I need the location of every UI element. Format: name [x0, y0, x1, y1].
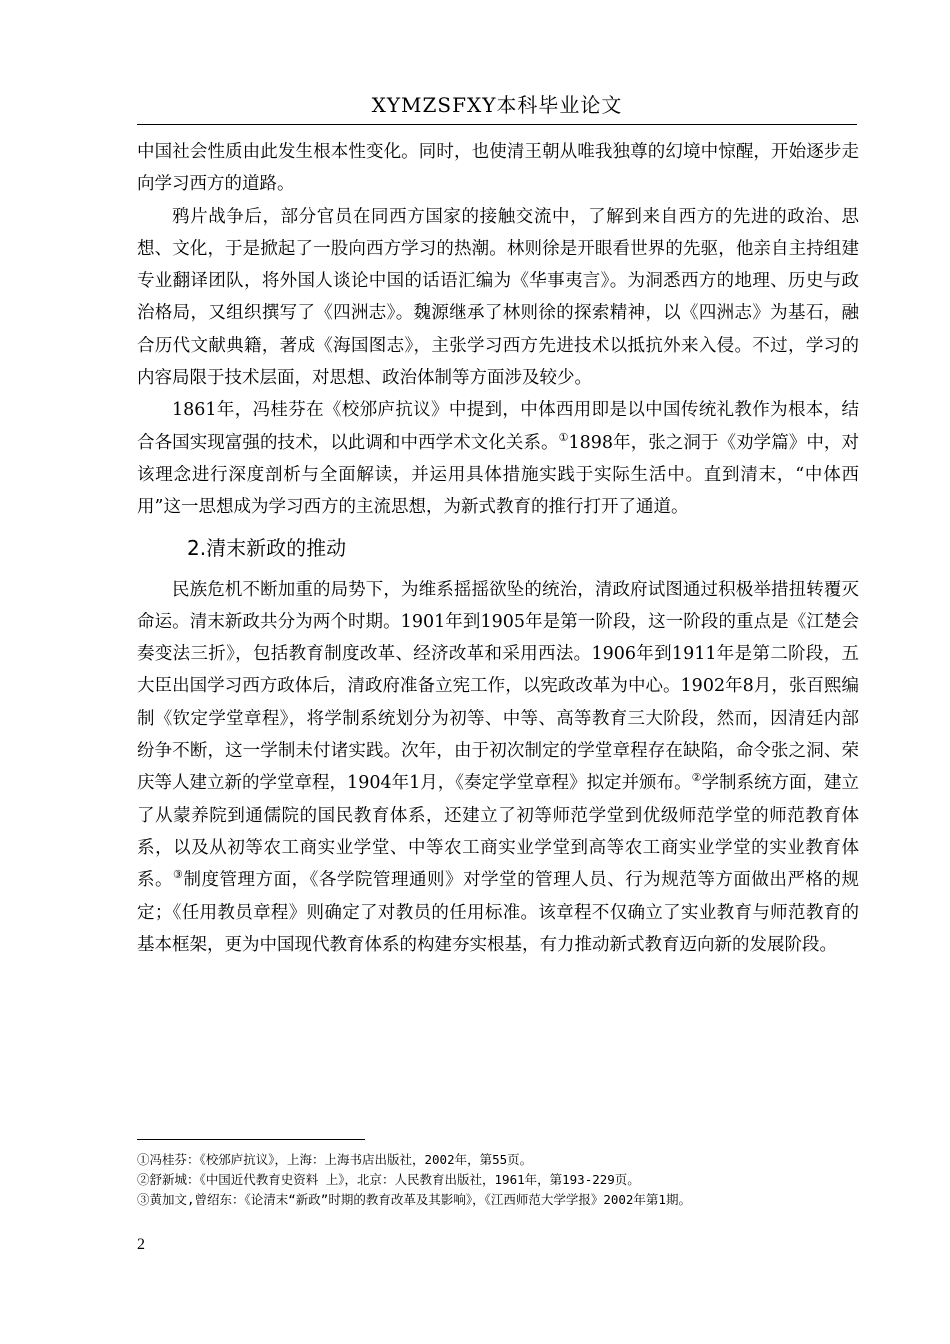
footnote-ref-2[interactable]: ②	[691, 771, 702, 785]
footnote-2: ②舒新城：《中国近代教育史资料 上》，北京：人民教育出版社，1961年，第193-229页。	[137, 1172, 640, 1187]
footnote-3: ③黄加文,曾绍东：《论清末“新政”时期的教育改革及其影响》，《江西师范大学学报》2002年第1期。	[137, 1192, 691, 1207]
page-header: XYMZSFXY本科毕业论文	[371, 93, 623, 117]
footnote-divider	[137, 1139, 365, 1140]
footnote-ref-1[interactable]: ①	[558, 430, 569, 444]
paragraph-zhongti-xiyong	[137, 394, 859, 523]
paragraph-text: 制度管理方面，《各学院管理通则》对学堂的管理人员、行为规范等方面做出严格的规定；《任用教员章程》则确定了对教员的任用标准。该章程不仅确立了实业教育与师范教育的基本框架，更为中国现代教育体系的构建夯实根基，有力推动新式教育迈向新的发展阶段。	[137, 870, 859, 955]
footnote-1: ①冯桂芬：《校邠庐抗议》，上海：上海书店出版社，2002年，第55页。	[137, 1152, 533, 1167]
paragraph-text: 1898年，张之洞于《劝学篇》中，对该理念进行深度剖析与全面解读，并运用具体措施实践于实际生活中。直到清末，“中体西用”这一思想成为学习西方的主流思想，为新式教育的推行打开了通道。	[137, 432, 859, 518]
header-divider	[137, 124, 857, 125]
paragraph-text: 1861年，冯桂芬在《校邠庐抗议》中提到，中体西用即是以中国传统礼教作为根本，结合各国实现富强的技术，以此调和中西学术文化关系。	[137, 400, 859, 453]
paragraph-text: 民族危机不断加重的局势下，为维系摇摇欲坠的统治，清政府试图通过积极举措扭转覆灭命运。清末新政共分为两个时期。1901年到1905年是第一阶段，这一阶段的重点是《江楚会奏变法三折》，包括教育制度改革、经济改革和采用西法。1906年到1911年是第二阶段，五大臣出国学习西方政体后，清政府准备立宪工作，以宪政改革为中心。1902年8月，张百熙编制《钦定学堂章程》，将学制系统划分为初等、中等、高等教育三大阶段，然而，因清廷内部纷争不断，这一学制未付诸实践。次年，由于初次制定的学堂章程存在缺陷，命令张之洞、荣庆等人建立新的学堂章程，1904年1月，《奏定学堂章程》拟定并颁布。	[137, 579, 859, 794]
paragraph-text: 学制系统方面，建立了从蒙养院到通儒院的国民教育体系，还建立了初等师范学堂到优级师范学堂的师范教育体系，以及从初等农工商实业学堂、中等农工商实业学堂到高等农工商实业学堂的实业教育体系。	[137, 773, 859, 891]
footnotes	[137, 1150, 861, 1210]
section-heading: 2.清末新政的推动	[187, 535, 347, 560]
body-text	[137, 136, 859, 961]
page-number: 2	[137, 1236, 145, 1253]
paragraph-new-policy	[137, 574, 859, 962]
paragraph-continuation: 中国社会性质由此发生根本性变化。同时，也使清王朝从唯我独尊的幻境中惊醒，开始逐步走向学习西方的道路。	[137, 142, 859, 195]
paragraph-opium-war: 鸦片战争后，部分官员在同西方国家的接触交流中，了解到来自西方的先进的政治、思想、文化，于是掀起了一股向西方学习的热潮。林则徐是开眼看世界的先驱，他亲自主持组建专业翻译团队，将外国人谈论中国的话语汇编为《华事夷言》。为洞悉西方的地理、历史与政治格局，又组织撰写了《四洲志》。魏源继承了林则徐的探索精神，以《四洲志》为基石，融合历代文献典籍，著成《海国图志》，主张学习西方先进技术以抵抗外来入侵。不过，学习的内容局限于技术层面，对思想、政治体制等方面涉及较少。	[137, 206, 859, 389]
footnote-ref-3[interactable]: ③	[173, 868, 184, 882]
